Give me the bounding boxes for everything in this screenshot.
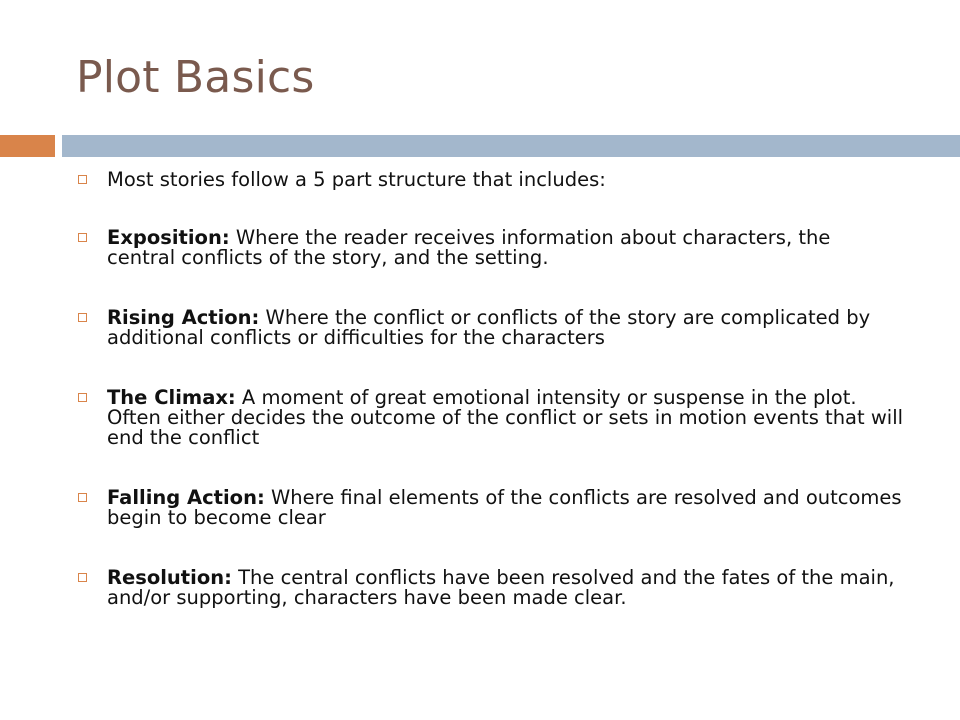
item-term: Falling Action:	[107, 486, 265, 509]
list-item	[74, 488, 904, 528]
accent-bar-orange	[0, 135, 55, 157]
slide-title: Plot Basics	[76, 52, 315, 103]
square-bullet-icon	[78, 393, 87, 402]
list-item	[74, 568, 904, 608]
item-text: Where the conflict or conflicts of the story are complicated by additional conflicts or difficulties for the characters	[107, 306, 871, 349]
list-item	[74, 388, 904, 448]
item-text: A moment of great emotional intensity or suspense in the plot. Often either decides the outcome of the conflict or sets in motion events that will end the conflict	[107, 386, 904, 449]
item-term: Resolution:	[107, 566, 232, 589]
list-item	[74, 308, 904, 348]
square-bullet-icon	[78, 175, 87, 184]
list-item	[74, 170, 904, 190]
item-text: The central conflicts have been resolved and the fates of the main, and/or supporting, characters have been made clear.	[107, 566, 895, 609]
item-term: The Climax:	[107, 386, 236, 409]
item-term: Rising Action:	[107, 306, 260, 329]
square-bullet-icon	[78, 493, 87, 502]
square-bullet-icon	[78, 313, 87, 322]
item-text: Most stories follow a 5 part structure that includes:	[107, 168, 606, 191]
list-item	[74, 228, 904, 268]
square-bullet-icon	[78, 573, 87, 582]
item-text: Where final elements of the conflicts are resolved and outcomes begin to become clear	[107, 486, 902, 529]
square-bullet-icon	[78, 233, 87, 242]
item-term: Exposition:	[107, 226, 230, 249]
accent-bar-blue	[62, 135, 960, 157]
item-text: Where the reader receives information about characters, the central conflicts of the story, and the setting.	[107, 226, 831, 269]
bullet-list	[74, 170, 904, 648]
